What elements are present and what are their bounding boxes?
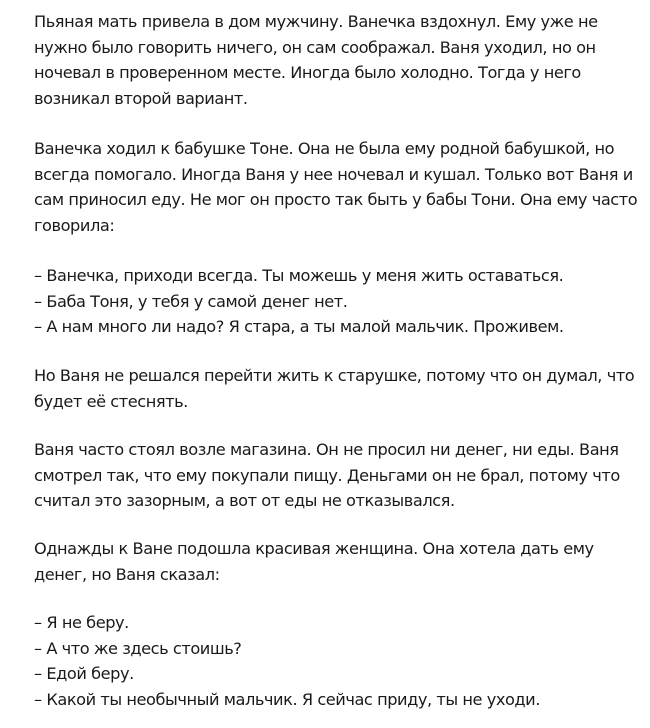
paragraph-line: Пьяная мать привела в дом мужчину. Ванечка вздохнул. Ему уже не xyxy=(34,12,598,31)
dialogue-line: – Баба Тоня, у тебя у самой денег нет. xyxy=(34,291,348,311)
paragraph-line: ночевал в проверенном месте. Иногда было холодно. Тогда у него xyxy=(34,63,581,82)
paragraph-line: Ваня часто стоял возле магазина. Он не просил ни денег, ни еды. Ваня xyxy=(34,440,619,459)
paragraph-line: сам приносил еду. Не мог он просто так быть у бабы Тони. Она ему часто xyxy=(34,190,638,209)
dialogue-line: – Ванечка, приходи всегда. Ты можешь у меня жить оставаться. xyxy=(34,266,564,285)
paragraph-3 xyxy=(34,363,634,414)
paragraph-line: Но Ваня не решался перейти жить к старушке, потому что он думал, что xyxy=(34,366,635,385)
dialogue-line: – Какой ты необычный мальчик. Я сейчас приду, ты не уходи. xyxy=(34,689,540,709)
paragraph-line: возникал второй вариант. xyxy=(34,88,248,108)
paragraph-2 xyxy=(34,136,638,238)
dialogue-line: – Я не беру. xyxy=(34,613,129,632)
paragraph-4 xyxy=(34,437,634,514)
paragraph-line: Однажды к Ване подошла красивая женщина. Она хотела дать ему xyxy=(34,539,594,558)
dialogue-line: – А нам много ли надо? Я стара, а ты малой мальчик. Проживем. xyxy=(34,317,564,336)
dialogue-1 xyxy=(34,263,634,340)
paragraph-line: считал это зазорным, а вот от еды не отказывался. xyxy=(34,491,455,510)
paragraph-line: всегда помогало. Иногда Ваня у нее ночевал и кушал. Только вот Ваня и xyxy=(34,164,633,184)
paragraph-line: денег, но Ваня сказал: xyxy=(34,564,220,584)
dialogue-line: – Едой беру. xyxy=(34,664,134,683)
dialogue-line: – А что же здесь стоишь? xyxy=(34,638,242,658)
paragraph-line: будет её стеснять. xyxy=(34,391,188,411)
paragraph-line: нужно было говорить ничего, он сам соображал. Ваня уходил, но он xyxy=(34,37,596,57)
paragraph-line: смотрел так, что ему покупали пищу. Деньгами он не брал, потому что xyxy=(34,465,620,485)
dialogue-2 xyxy=(34,610,634,712)
paragraph-1 xyxy=(34,9,634,111)
paragraph-5 xyxy=(34,536,634,587)
paragraph-line: Ванечка ходил к бабушке Тоне. Она не была ему родной бабушкой, но xyxy=(34,139,615,158)
paragraph-line: говорила: xyxy=(34,215,115,235)
